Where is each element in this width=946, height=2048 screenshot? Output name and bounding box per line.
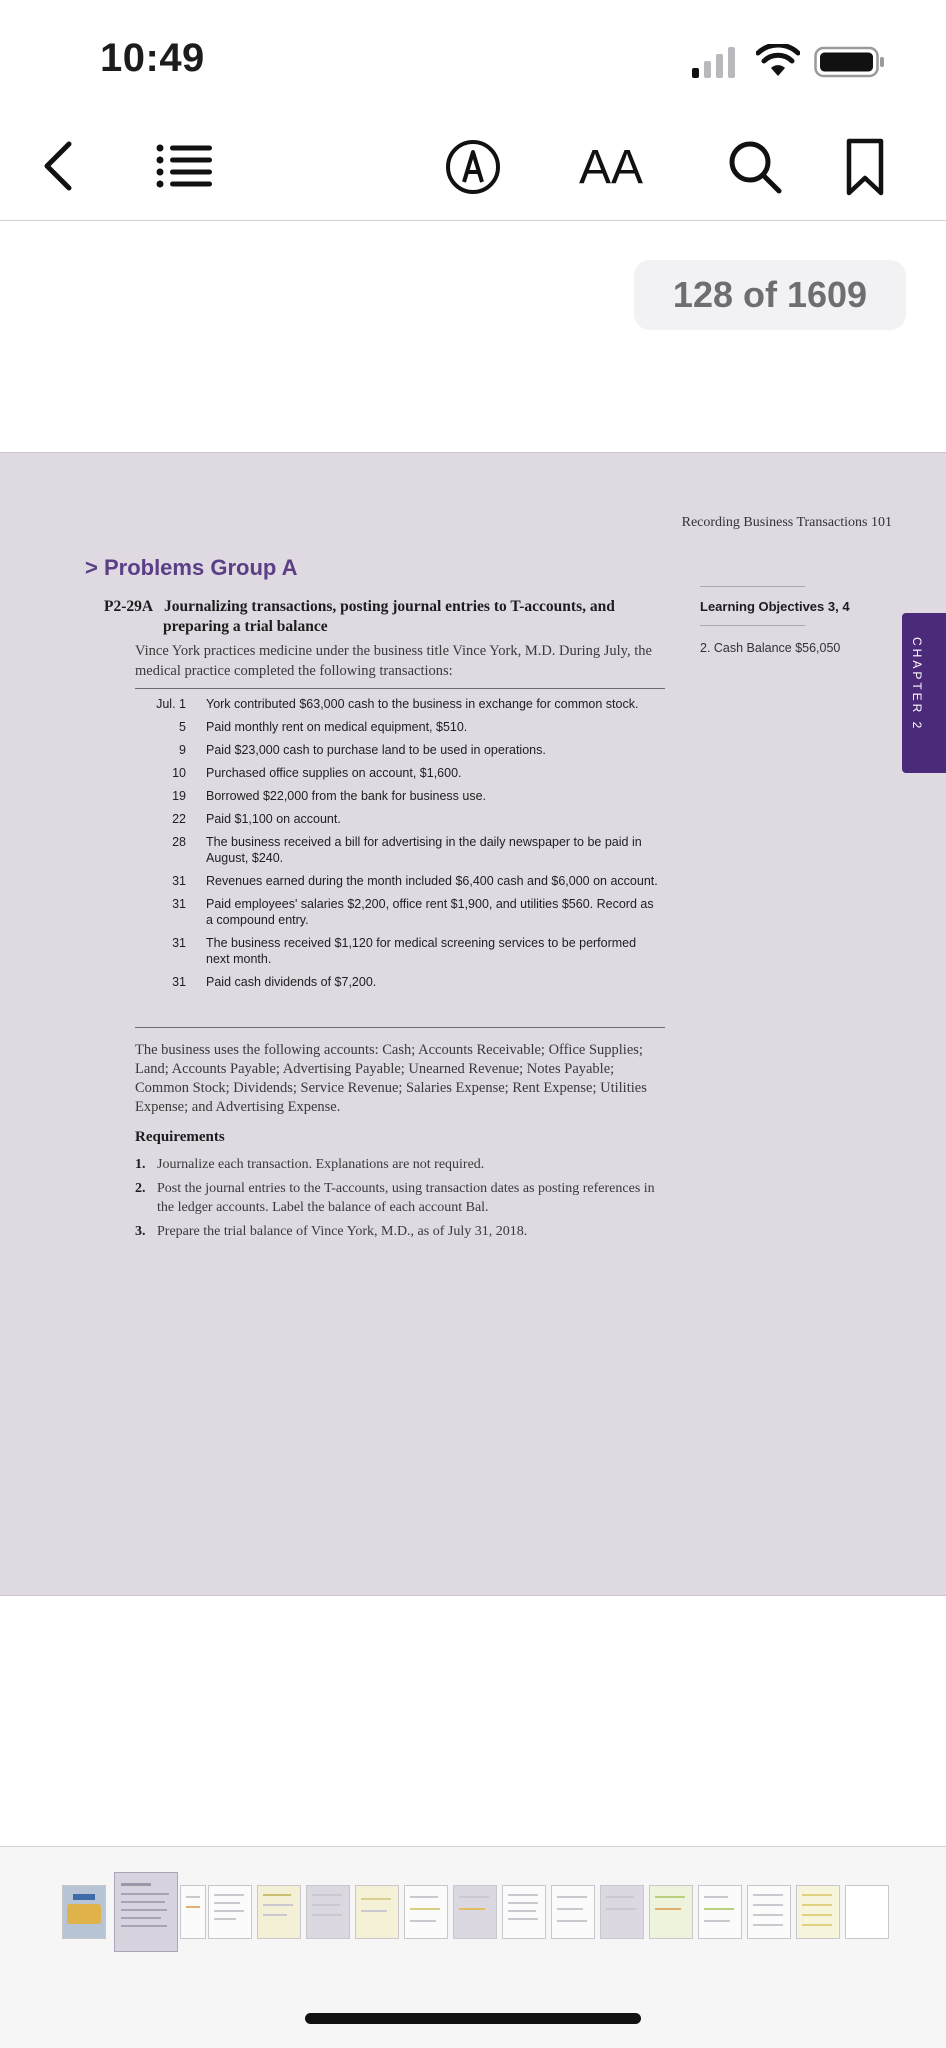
transaction-row [140, 935, 660, 967]
page-thumbnail[interactable] [796, 1885, 840, 1939]
transaction-date: 31 [172, 975, 186, 989]
chapter-tab [902, 613, 946, 773]
requirement-item [135, 1222, 670, 1241]
transaction-text: Paid monthly rent on medical equipment, $510. [206, 720, 468, 734]
transaction-text: Purchased office supplies on account, $1,600. [206, 766, 462, 780]
transaction-text: Paid $23,000 cash to purchase land to be used in operations. [206, 743, 546, 757]
requirement-text: Prepare the trial balance of Vince York, M.D., as of July 31, 2018. [157, 1224, 528, 1239]
transaction-text: Paid cash dividends of $7,200. [206, 975, 377, 989]
transaction-text: Paid employees' salaries $2,200, office rent $1,900, and utilities $560. Record as a compound entry. [206, 897, 654, 927]
requirements-list [135, 1155, 670, 1246]
page-thumbnail[interactable] [502, 1885, 546, 1939]
problem-id: P2-29A [104, 598, 154, 615]
transaction-row [140, 811, 660, 827]
page-thumbnail[interactable] [698, 1885, 742, 1939]
table-rule-bottom [135, 1027, 665, 1028]
page-thumbnail[interactable] [600, 1885, 644, 1939]
transaction-row [140, 834, 660, 866]
requirement-number: 1. [135, 1157, 146, 1172]
transaction-row [140, 696, 660, 712]
pencil-circle-icon [444, 138, 502, 196]
status-time: 10:49 [100, 36, 205, 80]
transactions-table [140, 696, 660, 997]
transaction-row [140, 896, 660, 928]
accounts-note: The business uses the following accounts: Cash; Accounts Receivable; Office Supplies; Land; Accounts Payable; Advertising Payable; Unearned Revenue; Notes Payable; Common Stock; Dividends; Service Revenue; Salaries Expense; Rent Expense; Utilities Expense; and Advertising Expense. [135, 1042, 647, 1115]
requirement-item [135, 1179, 670, 1217]
page-thumbnail-current[interactable] [114, 1872, 178, 1952]
home-indicator[interactable] [305, 2013, 641, 2024]
learning-objectives-rule [700, 586, 805, 587]
transaction-row [140, 788, 660, 804]
page-thumbnail[interactable] [649, 1885, 693, 1939]
transaction-text: The business received a bill for advertising in the daily newspaper to be paid in August, $240. [206, 835, 642, 865]
transaction-text: Borrowed $22,000 from the bank for business use. [206, 789, 487, 803]
transaction-row [140, 719, 660, 735]
learning-objectives: Learning Objectives 3, 4 [700, 599, 850, 614]
requirement-number: 2. [135, 1181, 146, 1196]
transaction-date: 5 [179, 720, 186, 734]
transaction-date: 19 [172, 789, 186, 803]
learning-objectives-rule [700, 625, 805, 626]
transaction-date: 31 [172, 874, 186, 888]
page-thumbnail[interactable] [453, 1885, 497, 1939]
problem-intro: Vince York practices medicine under the business title Vince York, M.D. During July, the medical practice completed the following transactions: [135, 643, 652, 679]
transaction-date: 22 [172, 812, 186, 826]
table-of-contents-button[interactable] [150, 140, 216, 192]
transaction-row [140, 974, 660, 990]
check-figure: 2. Cash Balance $56,050 [700, 641, 841, 655]
transaction-row [140, 742, 660, 758]
cellular-signal-icon [690, 46, 738, 78]
battery-icon [814, 46, 886, 78]
book-page[interactable] [0, 452, 946, 1596]
transaction-date: 9 [179, 743, 186, 757]
page-thumbnail[interactable] [62, 1885, 106, 1939]
page-thumbnail[interactable] [257, 1885, 301, 1939]
transaction-date: 10 [172, 766, 186, 780]
transaction-date: 31 [172, 897, 186, 911]
requirement-number: 3. [135, 1224, 146, 1239]
transaction-row [140, 765, 660, 781]
transaction-text: Paid $1,100 on account. [206, 812, 341, 826]
page-thumbnail[interactable] [747, 1885, 791, 1939]
page-counter: 128 of 1609 [634, 260, 906, 330]
page-thumbnail[interactable] [404, 1885, 448, 1939]
transaction-text: Revenues earned during the month included $6,400 cash and $6,000 on account. [206, 874, 658, 888]
transaction-text: The business received $1,120 for medical screening services to be performed next month. [206, 936, 637, 966]
section-title: > Problems Group A [85, 555, 298, 580]
list-icon [150, 140, 216, 192]
transaction-date: Jul. 1 [156, 697, 186, 711]
requirement-item [135, 1155, 670, 1174]
running-head: Recording Business Transactions 101 [681, 515, 892, 530]
wifi-icon [756, 44, 800, 78]
back-button[interactable] [34, 134, 82, 198]
search-button[interactable] [722, 136, 788, 198]
transaction-date: 31 [172, 936, 186, 950]
chevron-left-icon [41, 140, 75, 192]
transaction-date: 28 [172, 835, 186, 849]
table-rule-top [135, 688, 665, 689]
bookmark-icon [845, 138, 885, 196]
requirement-text: Post the journal entries to the T-accounts, using transaction dates as posting references in the ledger accounts. Label the balance of each account Bal. [157, 1181, 655, 1215]
problem-title-line1: Journalizing transactions, posting journal entries to T-accounts, and [164, 598, 615, 615]
page-thumbnail[interactable] [306, 1885, 350, 1939]
annotate-button[interactable] [442, 136, 504, 198]
problem-title-line2: preparing a trial balance [163, 618, 328, 635]
page-thumbnail[interactable] [208, 1885, 252, 1939]
page-thumbnail[interactable] [845, 1885, 889, 1939]
magnifier-icon [726, 138, 784, 196]
requirements-title: Requirements [135, 1129, 225, 1145]
page-thumbnail[interactable] [551, 1885, 595, 1939]
transaction-text: York contributed $63,000 cash to the business in exchange for common stock. [206, 697, 639, 711]
problem-heading [104, 597, 664, 637]
page-thumbnail[interactable] [355, 1885, 399, 1939]
toolbar-divider [0, 220, 946, 221]
transaction-row [140, 873, 660, 889]
text-size-label: AA [578, 140, 644, 194]
requirement-text: Journalize each transaction. Explanations are not required. [157, 1157, 485, 1172]
text-size-button[interactable] [576, 136, 646, 198]
chapter-tab-label: CHAPTER 2 [910, 637, 924, 732]
bookmark-button[interactable] [842, 136, 888, 198]
page-thumbnail[interactable] [180, 1885, 206, 1939]
